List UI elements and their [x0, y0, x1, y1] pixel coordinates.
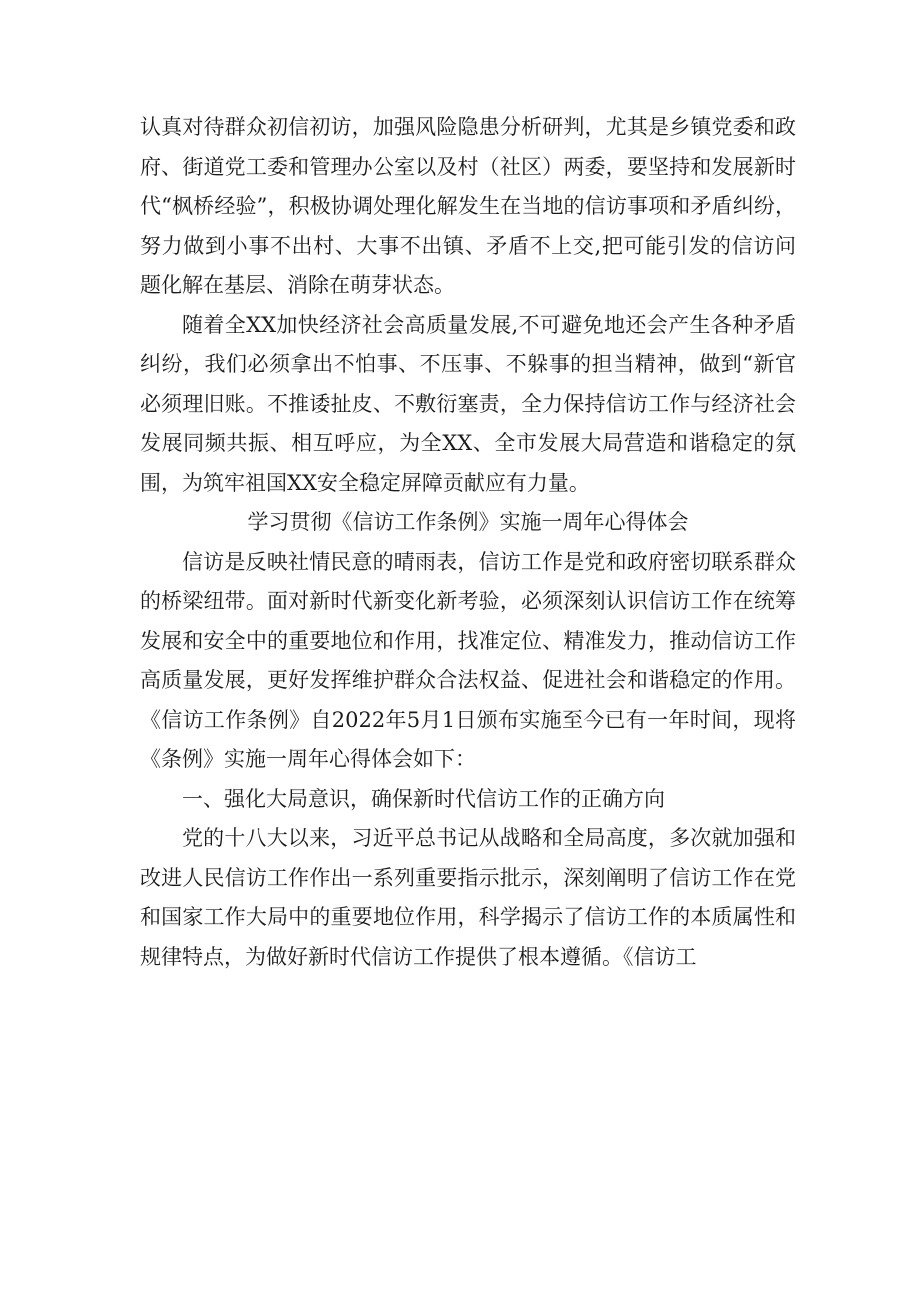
section-title: 学习贯彻《信访工作条例》实施一周年心得体会 — [247, 510, 689, 534]
heading-one: 一、强化大局意识，确保新时代信访工作的正确方向 — [182, 786, 665, 811]
document-body — [140, 108, 796, 977]
paragraph-body: 党的十八大以来，习近平总书记从战略和全局高度，多次就加强和改进人民信访工作作出一系列重要指示批示，深刻阐明了信访工作在党和国家工作大局中的重要地位作用，科学揭示了信访工作的本质属性和规律特点，为做好新时代信访工作提供了根本遵循。《信访工 — [140, 826, 796, 969]
paragraph-continuation: 认真对待群众初信初访，加强风险隐患分析研判，尤其是乡镇党委和政府、街道党工委和管理办公室以及村（社区）两委，要坚持和发展新时代“枫桥经验”，积极协调处理化解发生在当地的信访事项和矛盾纠纷，努力做到小事不出村、大事不出镇、矛盾不上交,把可能引发的信访问题化解在基层、消除在萌芽状态。 — [140, 115, 796, 297]
paragraph-development: 随着全XX加快经济社会高质量发展,不可避免地还会产生各种矛盾纠纷，我们必须拿出不怕事、不压事、不躲事的担当精神，做到“新官必须理旧账。不推诿扯皮、不敷衍塞责，全力保持信访工作与经济社会发展同频共振、相互呼应，为全XX、全市发展大局营造和谐稳定的氛围，为筑牢祖国XX安全稳定屏障贡献应有力量。 — [140, 312, 796, 495]
paragraph-intro: 信访是反映社情民意的晴雨表，信访工作是党和政府密切联系群众的桥梁纽带。面对新时代新变化新考验，必须深刻认识信访工作在统筹发展和安全中的重要地位和作用，找准定位、精准发力，推动信访工作高质量发展，更好发挥维护群众合法权益、促进社会和谐稳定的作用。《信访工作条例》自2022年5月1日颁布实施至今已有一年时间，现将《条例》实施一周年心得体会如下： — [140, 549, 796, 771]
